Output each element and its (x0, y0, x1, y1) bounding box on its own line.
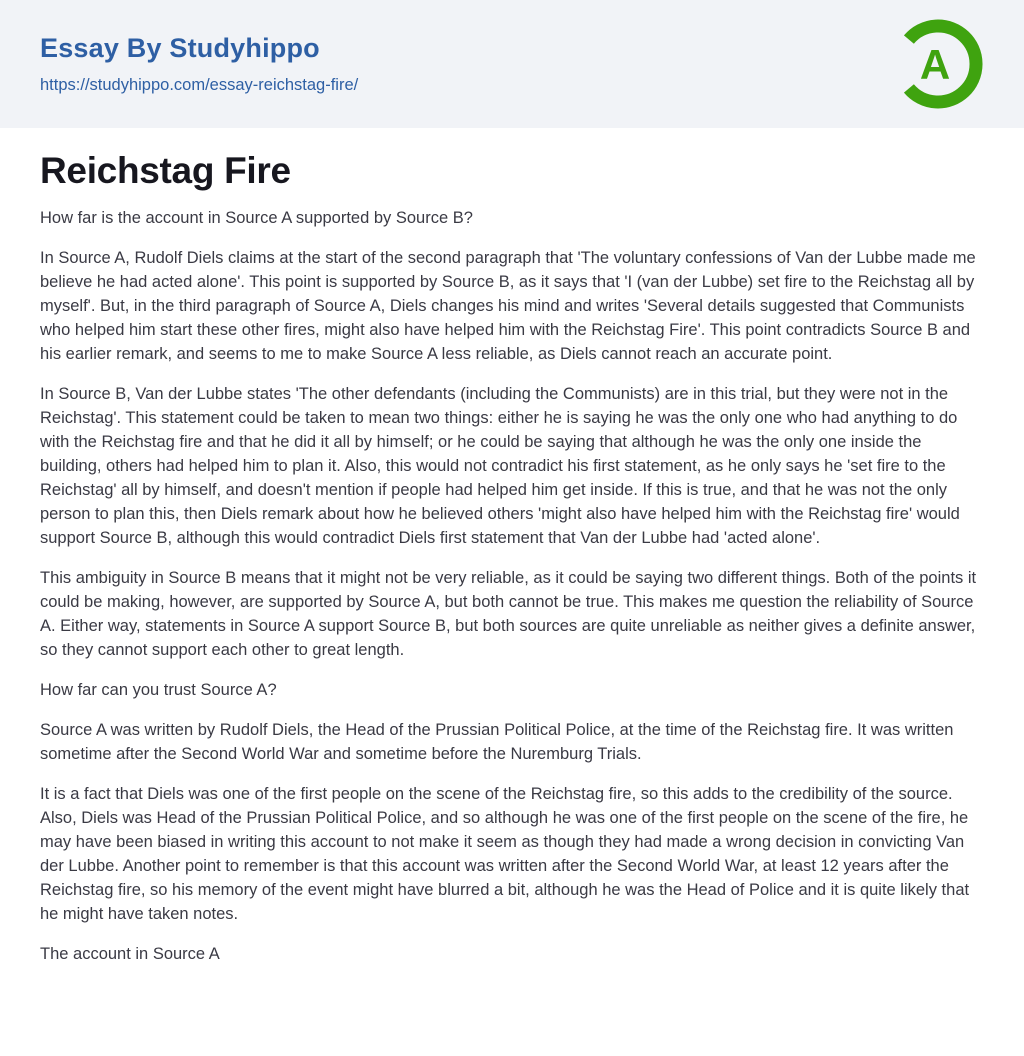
essay-paragraph: This ambiguity in Source B means that it might not be very reliable, as it could be saying two different things. Both of the points it could be making, however, are supported by Source A, but both cannot be true. This makes me question the reliability of Source A. Either way, statements in Source A support Source B, but both sources are quite unreliable as neither gives a definite answer, so they cannot support each other to great length. (40, 569, 977, 659)
essay-title: Reichstag Fire (40, 150, 291, 191)
site-title: Essay By Studyhippo (40, 33, 320, 63)
essay-question-1: How far is the account in Source A supported by Source B? (40, 209, 473, 227)
header-text-block (40, 33, 358, 95)
essay-paragraph: Source A was written by Rudolf Diels, the Head of the Prussian Political Police, at the time of the Reichstag fire. It was written sometime after the Second World War and sometime before the Nuremburg Trials. (40, 721, 954, 763)
studyhippo-logo-icon (892, 18, 984, 110)
essay-content (0, 128, 1024, 1022)
logo-letter: A (919, 41, 951, 88)
page-header (0, 0, 1024, 128)
essay-paragraph: It is a fact that Diels was one of the first people on the scene of the Reichstag fire, so this adds to the credibility of the source. Also, Diels was Head of the Prussian Political Police, and so although he was one of the first people on the scene of the fire, he may have been biased in writing this account to not make it seem as though they had made a wrong decision in convicting Van der Lubbe. Another point to remember is that this account was written after the Second World War, at least 12 years after the Reichstag fire, so his memory of the event might have blurred a bit, although he was the Head of Police and it is quite likely that he might have taken notes. (40, 785, 970, 923)
essay-paragraph: In Source B, Van der Lubbe states 'The other defendants (including the Communists) are in this trial, but they were not in the Reichstag'. This statement could be taken to mean two things: either he is saying he was the only one who had anything to do with the Reichstag fire and that he did it all by himself; or he could be saying that although he was the only one inside the building, others had helped him to plan it. Also, this would not contradict his first statement, as he only says he 'set fire to the Reichstag' all by himself, and doesn't mention if people had helped him get inside. If this is true, and that he was not the only person to plan this, then Diels remark about how he believed others 'might also have helped him with the Reichstag fire' would support Source B, although this would contradict Diels first statement that Van der Lubbe had 'acted alone'. (40, 385, 960, 547)
essay-paragraph-partial: The account in Source A (40, 945, 220, 963)
essay-url-link[interactable]: https://studyhippo.com/essay-reichstag-fire/ (40, 76, 359, 94)
essay-question-2: How far can you trust Source A? (40, 681, 277, 699)
essay-paragraph: In Source A, Rudolf Diels claims at the start of the second paragraph that 'The voluntary confessions of Van der Lubbe made me believe he had acted alone'. This point is supported by Source B, as it says that 'I (van der Lubbe) set fire to the Reichstag all by myself'. But, in the third paragraph of Source A, Diels changes his mind and writes 'Several details suggested that Communists who helped him start these other fires, might also have helped him with the Reichstag Fire'. This point contradicts Source B and his earlier remark, and seems to me to make Source A less reliable, as Diels cannot reach an accurate point. (40, 249, 976, 363)
